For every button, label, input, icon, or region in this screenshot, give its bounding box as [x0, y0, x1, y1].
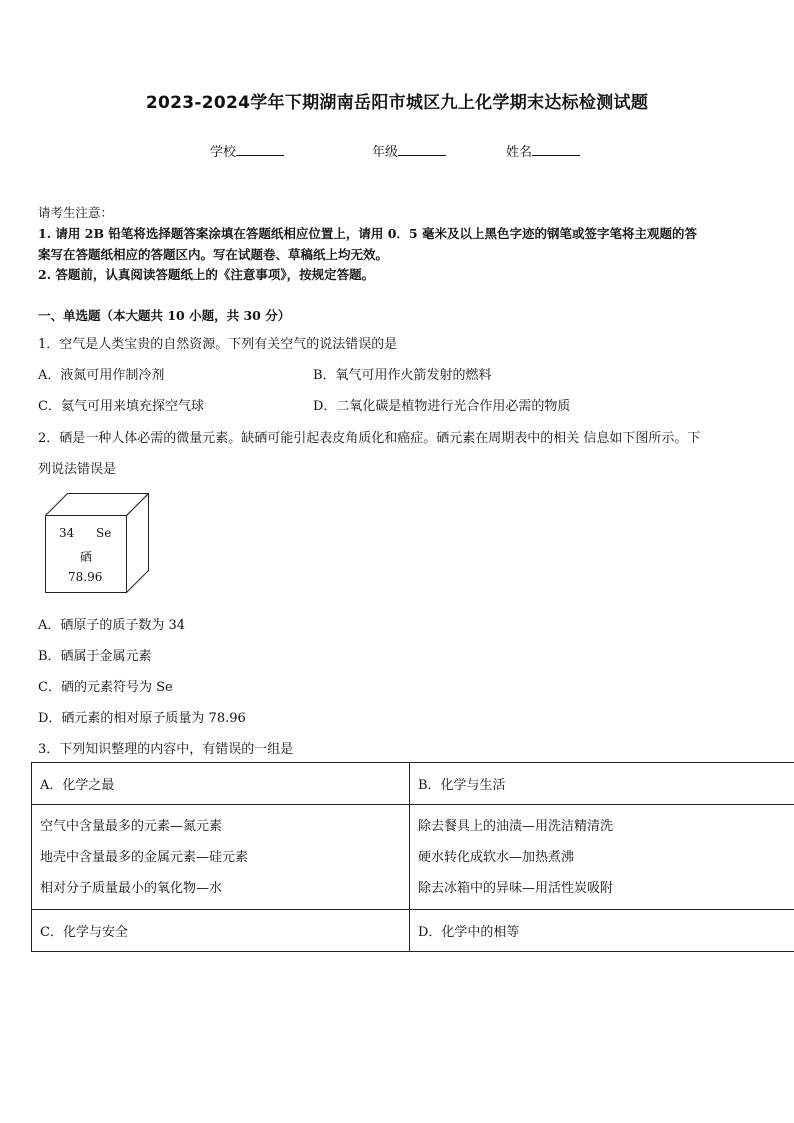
school-label: 学校: [210, 145, 237, 160]
element-number: 34: [59, 526, 75, 540]
grade-field[interactable]: [372, 141, 446, 160]
option-b-content: [410, 805, 794, 910]
school-field[interactable]: [210, 141, 284, 160]
notice-line-2: 2. 答题前，认真阅读答题纸上的《注意事项》，按规定答题。: [38, 267, 375, 282]
list-item: 除去餐具上的油渍—用洗洁精清洗: [418, 818, 614, 834]
list-item: 空气中含量最多的元素—氮元素: [40, 818, 223, 834]
q3-knowledge-table: [31, 762, 794, 952]
q2-option-d[interactable]: D．硒元素的相对原子质量为 78.96: [38, 711, 246, 726]
table-row: [32, 805, 794, 910]
name-blank[interactable]: [532, 143, 580, 156]
option-c-header[interactable]: C．化学与安全: [32, 910, 410, 952]
notice-line-1b: 案写在答题纸相应的答题区内。写在试题卷、草稿纸上均无效。: [38, 247, 389, 262]
q1-option-a[interactable]: A．液氮可用作制冷剂: [38, 368, 165, 383]
q3-stem: 3．下列知识整理的内容中，有错误的一组是: [38, 742, 294, 757]
list-item: 地壳中含量最多的金属元素—硅元素: [40, 849, 249, 865]
element-mass: 78.96: [68, 570, 103, 584]
q2-stem-2: 列说法错误是: [38, 462, 117, 477]
list-item: 相对分子质量最小的氧化物—水: [40, 880, 223, 896]
exam-title: 2023-2024学年下期湖南岳阳市城区九上化学期末达标检测试题: [145, 93, 649, 113]
q2-option-a[interactable]: A．硒原子的质子数为 34: [38, 618, 186, 633]
grade-blank[interactable]: [398, 143, 446, 156]
q2-option-c[interactable]: C．硒的元素符号为 Se: [38, 680, 173, 695]
list-item: 硬水转化成软水—加热煮沸: [418, 849, 575, 865]
q1-option-c[interactable]: C．氦气可用来填充探空气球: [38, 399, 204, 414]
name-field[interactable]: [506, 141, 580, 160]
q1-stem: 1．空气是人类宝贵的自然资源。下列有关空气的说法错误的是: [38, 337, 398, 352]
table-row: [32, 763, 794, 805]
table-row: [32, 910, 794, 952]
option-d-header[interactable]: D．化学中的相等: [410, 910, 794, 952]
name-label: 姓名: [506, 145, 533, 160]
section-heading: 一、单选题（本大题共 10 小题，共 30 分）: [38, 308, 291, 323]
q1-option-d[interactable]: D．二氧化碳是植物进行光合作用必需的物质: [313, 399, 571, 414]
element-symbol: Se: [96, 526, 112, 540]
element-box: [45, 493, 149, 593]
q1-option-b[interactable]: B．氧气可用作火箭发射的燃料: [313, 368, 492, 383]
school-blank[interactable]: [236, 143, 284, 156]
option-a-content: [32, 805, 410, 910]
q2-stem: 2．硒是一种人体必需的微量元素。缺硒可能引起表皮角质化和癌症。硒元素在周期表中的相关 信息如下图所示。下: [38, 431, 701, 446]
notice-line-1: 1. 请用 2B 铅笔将选择题答案涂填在答题纸相应位置上，请用 0．5 毫米及以上黑色字迹的钢笔或签字笔将主观题的答: [38, 226, 697, 241]
option-b-header[interactable]: B．化学与生活: [410, 763, 794, 805]
list-item: 除去冰箱中的异味—用活性炭吸附: [418, 880, 614, 896]
q2-option-b[interactable]: B．硒属于金属元素: [38, 649, 152, 664]
grade-label: 年级: [372, 145, 399, 160]
notice-heading: 请考生注意：: [38, 205, 114, 220]
option-a-header[interactable]: A．化学之最: [32, 763, 410, 805]
element-name: 硒: [80, 550, 93, 564]
